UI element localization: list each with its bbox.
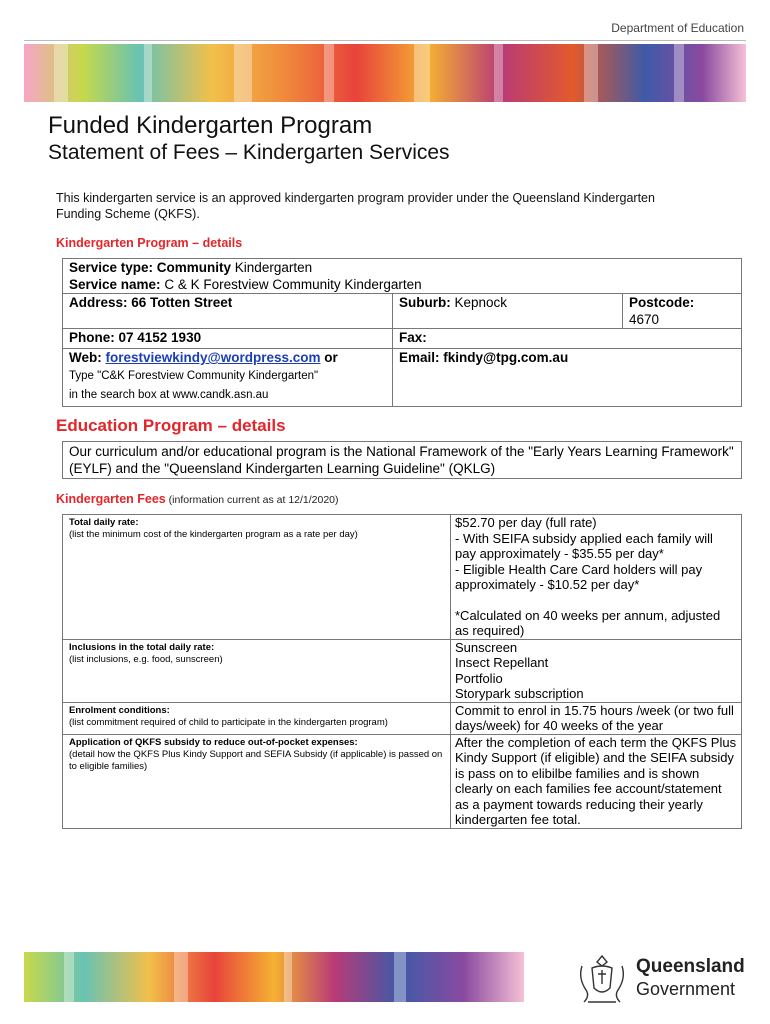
suburb-label: Suburb:: [399, 295, 451, 310]
fee-row-inclusions: [63, 639, 742, 702]
fee-row-label: Total daily rate:: [69, 517, 139, 528]
address-label: Address: 66 Totten Street: [69, 295, 233, 310]
service-type-label: Service type: Community: [69, 260, 232, 275]
fee-row-label: Application of QKFS subsidy to reduce out-of-pocket expenses:: [69, 736, 358, 748]
logo-text-government: Government: [636, 979, 736, 999]
program-details-table: [62, 258, 742, 407]
fee-line: Storypark subscription: [455, 686, 584, 701]
web-or: or: [320, 350, 338, 365]
fee-line: - With SEIFA subsidy applied each family will pay approximately - $35.55 per day*: [455, 530, 713, 561]
fee-row-total-daily-rate: [63, 515, 742, 640]
fees-table: [62, 514, 742, 829]
fee-line: *Calculated on 40 weeks per annum, adjusted as required): [455, 607, 721, 638]
phone-label: Phone: 07 4152 1930: [69, 330, 202, 345]
service-name-value: C & K Forestview Community Kindergarten: [160, 277, 422, 292]
fees-heading-label: Kindergarten Fees: [56, 492, 166, 506]
fee-line: - Eligible Health Care Card holders will pay approximately - $10.52 per day*: [455, 561, 703, 592]
logo-text-queensland: Queensland: [636, 956, 745, 977]
fee-row-hint: (list the minimum cost of the kindergarten program as a rate per day): [69, 529, 358, 540]
department-label: Department of Education: [611, 21, 744, 35]
web-instruction-1: Type "C&K Forestview Community Kindergarten": [69, 370, 319, 382]
service-type-value: Kindergarten: [231, 260, 313, 275]
postcode-value: 4670: [629, 312, 660, 327]
coat-of-arms-icon: [574, 952, 630, 1006]
web-label: Web:: [69, 350, 106, 365]
fee-row-hint: (detail how the QKFS Plus Kindy Support and SEFIA Subsidy (if applicable) is passed on to eligible families): [69, 748, 443, 772]
fax-label: Fax:: [399, 330, 427, 345]
page-subtitle: Statement of Fees – Kindergarten Services: [48, 141, 450, 164]
page-title: Funded Kindergarten Program: [48, 112, 373, 139]
email-label: Email: fkindy@tpg.com.au: [399, 350, 569, 365]
header-divider: [24, 40, 746, 41]
postcode-label: Postcode:: [629, 295, 695, 310]
website-link[interactable]: forestviewkindy@wordpress.com: [105, 350, 321, 365]
suburb-value: Kepnock: [450, 295, 508, 310]
fee-row-hint: (list inclusions, e.g. food, sunscreen): [69, 653, 223, 665]
fee-line: Commit to enrol in 15.75 hours /week (or two full days/week) for 40 weeks of the year: [455, 702, 734, 733]
fees-heading: [56, 492, 339, 506]
fee-row-enrolment: [63, 702, 742, 734]
fee-row-subsidy: [63, 734, 742, 828]
decorative-banner: [24, 44, 746, 102]
fee-line: Insect Repellant: [455, 655, 549, 670]
fee-row-hint: (list commitment required of child to participate in the kindergarten program): [69, 716, 388, 728]
fee-row-label: Enrolment conditions:: [69, 704, 170, 716]
queensland-government-logo: [574, 952, 746, 1006]
web-instruction-2: in the search box at www.candk.asn.au: [69, 389, 269, 401]
fees-heading-note: (information current as at 12/1/2020): [165, 494, 339, 506]
education-text: Our curriculum and/or educational program is the National Framework of the "Early Years Learning Framework" (EYLF) and the "Queensland Kindergarten Learning Guideline" (QKLG): [62, 441, 742, 479]
service-name-label: Service name:: [69, 277, 161, 292]
intro-text: This kindergarten service is an approved kindergarten program provider under the Queensland Kindergarten Funding Scheme (QKFS).: [56, 191, 655, 221]
fee-row-label: Inclusions in the total daily rate:: [69, 641, 215, 653]
decorative-footer-banner: [24, 952, 524, 1002]
fee-line: $52.70 per day (full rate): [455, 515, 597, 530]
education-heading: Education Program – details: [56, 416, 286, 435]
fee-line: After the completion of each term the QKFS Plus Kindy Support (if eligible) and the SEIFA subsidy is pass on to elibilbe families and is shown clearly on each families fee account/statement as a payment towards reducing their yearly kindergarten fee total.: [455, 734, 737, 827]
fee-line: Portfolio: [455, 670, 503, 686]
fee-line: Sunscreen: [455, 639, 518, 655]
program-details-heading: Kindergarten Program – details: [56, 236, 243, 250]
fee-line-spacer: [455, 593, 737, 608]
